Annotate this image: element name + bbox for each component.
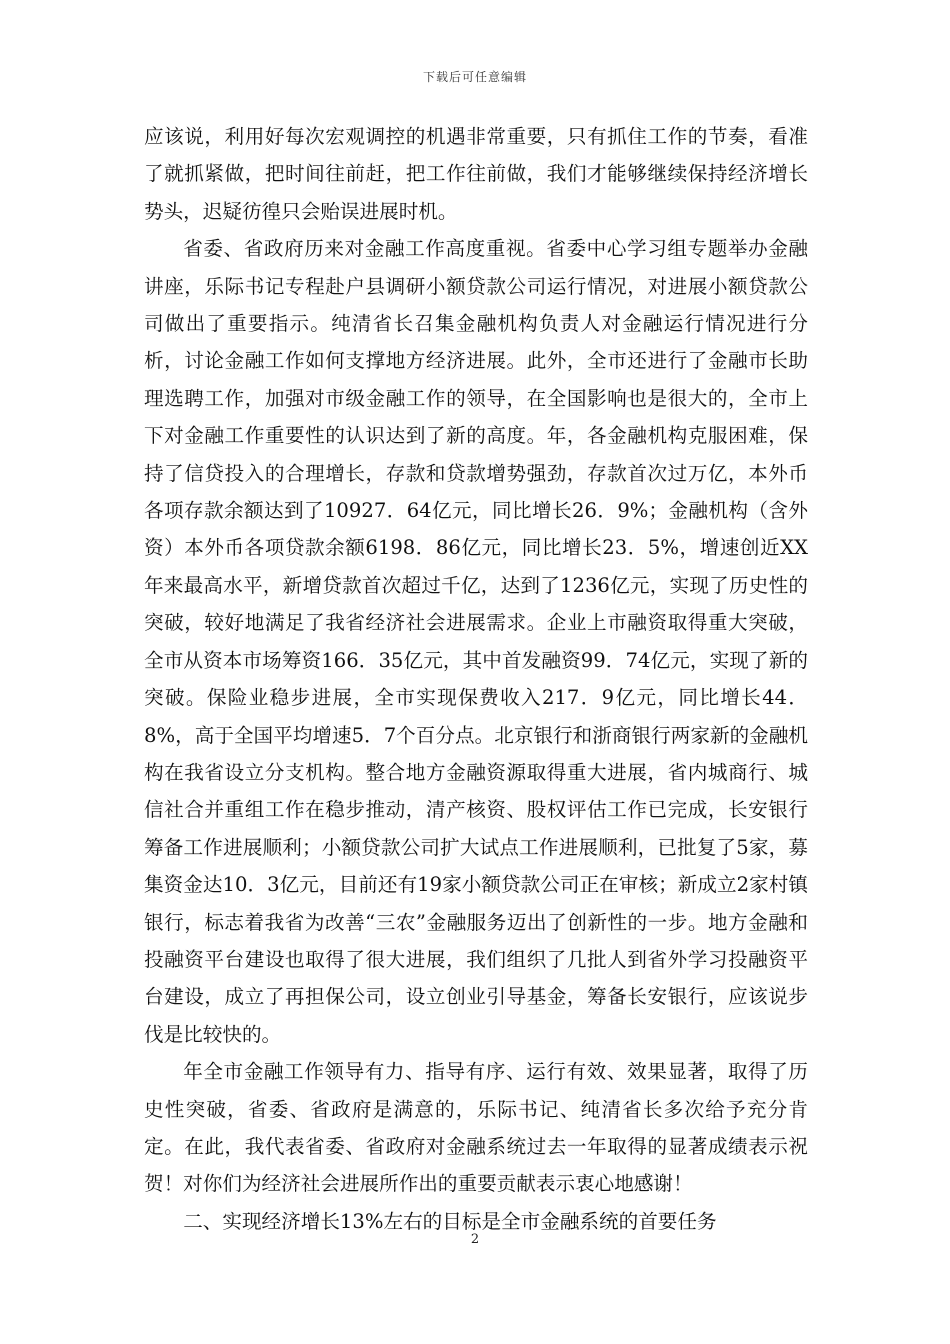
page-header: 下载后可任意编辑: [422, 70, 527, 84]
document-body: [144, 118, 808, 1240]
section-heading: 二、实现经济增长13%左右的目标是全市金融系统的首要任务: [183, 1209, 717, 1233]
paragraph-acknowledgement: 年全市金融工作领导有力、指导有序、运行有效、效果显著，取得了历史性突破，省委、省政府是满意的，乐际书记、纯清省长多次给予充分肯定。在此，我代表省委、省政府对金融系统过去一年取得的显著成绩表示祝贺！对你们为经济社会进展所作出的重要贡献表示衷心地感谢！: [144, 1060, 808, 1196]
paragraph-continuation: 应该说，利用好每次宏观调控的机遇非常重要，只有抓住工作的节奏，看准了就抓紧做，把时间往前赶，把工作往前做，我们才能够继续保持经济增长势头，迟疑彷徨只会贻误进展时机。: [144, 125, 808, 223]
paragraph-financial-achievements: 省委、省政府历来对金融工作高度重视。省委中心学习组专题举办金融讲座，乐际书记专程赴户县调研小额贷款公司运行情况，对进展小额贷款公司做出了重要指示。纯清省长召集金融机构负责人对金融运行情况进行分析，讨论金融工作如何支撑地方经济进展。此外，全市还进行了金融市长助理选聘工作，加强对市级金融工作的领导，在全国影响也是很大的，全市上下对金融工作重要性的认识达到了新的高度。年，各金融机构克服困难，保持了信贷投入的合理增长，存款和贷款增势强劲，存款首次过万亿，本外币各项存款余额达到了10927．64亿元，同比增长26．9%；金融机构（含外资）本外币各项贷款余额6198．86亿元，同比增长23．5%，增速创近XX年来最高水平，新增贷款首次超过千亿，达到了1236亿元，实现了历史性的突破，较好地满足了我省经济社会进展需求。企业上市融资取得重大突破，全市从资本市场筹资166．35亿元，其中首发融资99．74亿元，实现了新的突破。保险业稳步进展，全市实现保费收入217．9亿元，同比增长44．8%，高于全国平均增速5．7个百分点。北京银行和浙商银行两家新的金融机构在我省设立分支机构。整合地方金融资源取得重大进展，省内城商行、城信社合并重组工作在稳步推动，清产核资、股权评估工作已完成，长安银行筹备工作进展顺利；小额贷款公司扩大试点工作进展顺利，已批复了5家，募集资金达10．3亿元，目前还有19家小额贷款公司正在审核；新成立2家村镇银行，标志着我省为改善“三农”金融服务迈出了创新性的一步。地方金融和投融资平台建设也取得了很大进展，我们组织了几批人到省外学习投融资平台建设，成立了再担保公司，设立创业引导基金，筹备长安银行，应该说步伐是比较快的。: [144, 237, 808, 1046]
page-number: 2: [470, 1232, 480, 1247]
